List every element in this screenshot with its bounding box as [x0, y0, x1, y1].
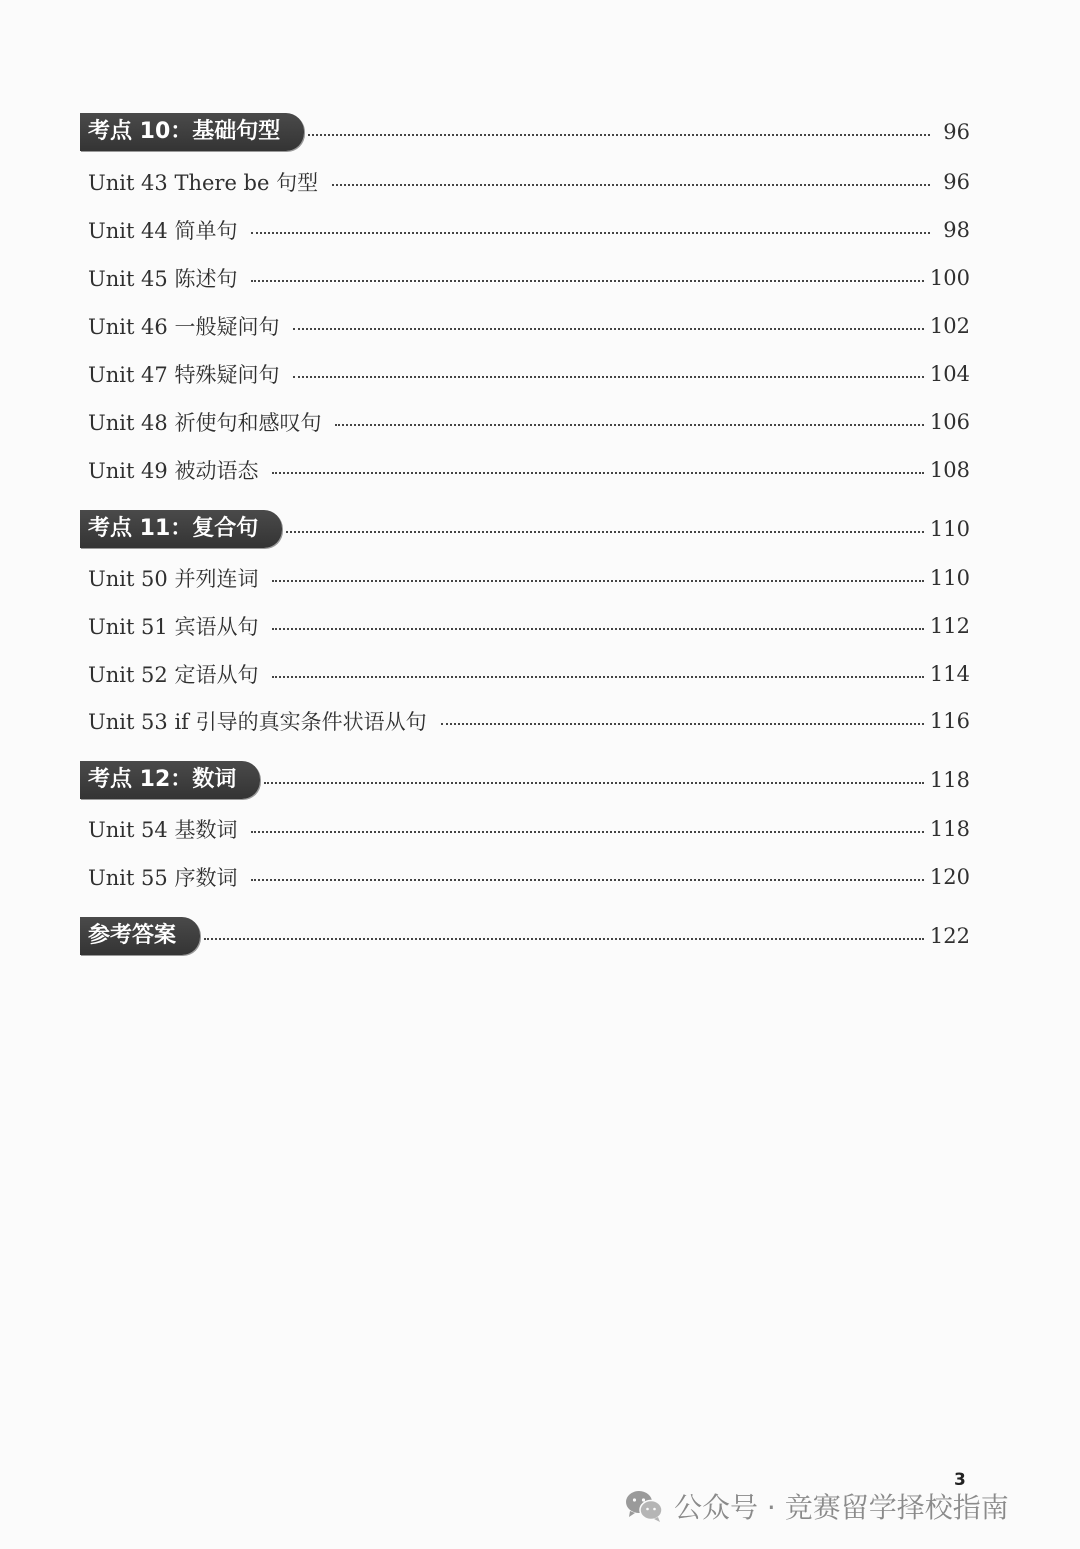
page-number: 118 — [929, 817, 970, 841]
dot-leader — [251, 879, 923, 881]
unit-title: Unit 54 基数词 — [88, 818, 238, 842]
page-number: 120 — [929, 865, 970, 889]
dot-leader — [441, 723, 924, 725]
toc-unit-row[interactable] — [80, 452, 970, 488]
page-number: 102 — [929, 314, 970, 338]
unit-title: Unit 44 简单句 — [88, 219, 238, 243]
dot-leader — [251, 831, 923, 833]
toc-unit-row[interactable] — [80, 703, 970, 739]
dot-leader — [272, 676, 923, 678]
unit-title: Unit 49 被动语态 — [88, 459, 259, 483]
page-number: 116 — [929, 709, 970, 733]
dot-leader — [286, 531, 924, 533]
toc-unit-row[interactable] — [80, 811, 970, 847]
page-number: 100 — [929, 266, 970, 290]
unit-title: Unit 55 序数词 — [88, 866, 238, 890]
page-number: 106 — [929, 410, 970, 434]
unit-title: Unit 48 祈使句和感叹句 — [88, 411, 322, 435]
toc-unit-row[interactable] — [80, 356, 970, 392]
dot-leader — [251, 280, 923, 282]
dot-leader — [264, 782, 924, 784]
dot-leader — [293, 328, 923, 330]
toc-unit-row[interactable] — [80, 656, 970, 692]
page-number: 122 — [929, 924, 970, 948]
page-number: 110 — [929, 566, 970, 590]
watermark — [624, 1486, 1009, 1526]
page-folio: 3 — [954, 1470, 966, 1490]
unit-title: Unit 45 陈述句 — [88, 267, 238, 291]
toc-section-row[interactable] — [80, 918, 970, 954]
toc-unit-row[interactable] — [80, 560, 970, 596]
unit-title: Unit 43 There be 句型 — [88, 171, 319, 195]
unit-title: Unit 50 并列连词 — [88, 567, 259, 591]
dot-leader — [272, 472, 923, 474]
toc-unit-row[interactable] — [80, 164, 970, 200]
dot-leader — [204, 938, 924, 940]
toc-unit-row[interactable] — [80, 308, 970, 344]
unit-title: Unit 46 一般疑问句 — [88, 315, 280, 339]
toc-section-row[interactable] — [80, 762, 970, 798]
toc-section-row[interactable] — [80, 114, 970, 150]
page-number: 98 — [943, 218, 970, 242]
dot-leader — [293, 376, 923, 378]
dot-leader — [272, 628, 923, 630]
page-number: 108 — [929, 458, 970, 482]
dot-leader — [335, 424, 923, 426]
page-number: 104 — [929, 362, 970, 386]
section-heading: 考点 11：复合句 — [80, 510, 282, 548]
section-heading: 考点 10：基础句型 — [80, 113, 304, 151]
toc-section-row[interactable] — [80, 511, 970, 547]
wechat-icon — [624, 1489, 664, 1523]
unit-title: Unit 53 if 引导的真实条件状语从句 — [88, 710, 427, 734]
page-number: 114 — [929, 662, 970, 686]
page-number: 110 — [929, 517, 970, 541]
dot-leader — [272, 580, 923, 582]
page-number: 112 — [929, 614, 970, 638]
toc-unit-row[interactable] — [80, 260, 970, 296]
dot-leader — [308, 134, 930, 136]
page-number: 118 — [929, 768, 970, 792]
unit-title: Unit 51 宾语从句 — [88, 615, 259, 639]
section-heading: 考点 12：数词 — [80, 761, 260, 799]
section-heading: 参考答案 — [80, 917, 200, 955]
page-number: 96 — [943, 170, 970, 194]
watermark-text: 公众号 · 竞赛留学择校指南 — [674, 1491, 1009, 1524]
page-number: 96 — [943, 120, 970, 144]
toc-unit-row[interactable] — [80, 859, 970, 895]
dot-leader — [251, 232, 930, 234]
toc-unit-row[interactable] — [80, 608, 970, 644]
unit-title: Unit 47 特殊疑问句 — [88, 363, 280, 387]
unit-title: Unit 52 定语从句 — [88, 663, 259, 687]
dot-leader — [332, 184, 930, 186]
toc-unit-row[interactable] — [80, 212, 970, 248]
toc-unit-row[interactable] — [80, 404, 970, 440]
